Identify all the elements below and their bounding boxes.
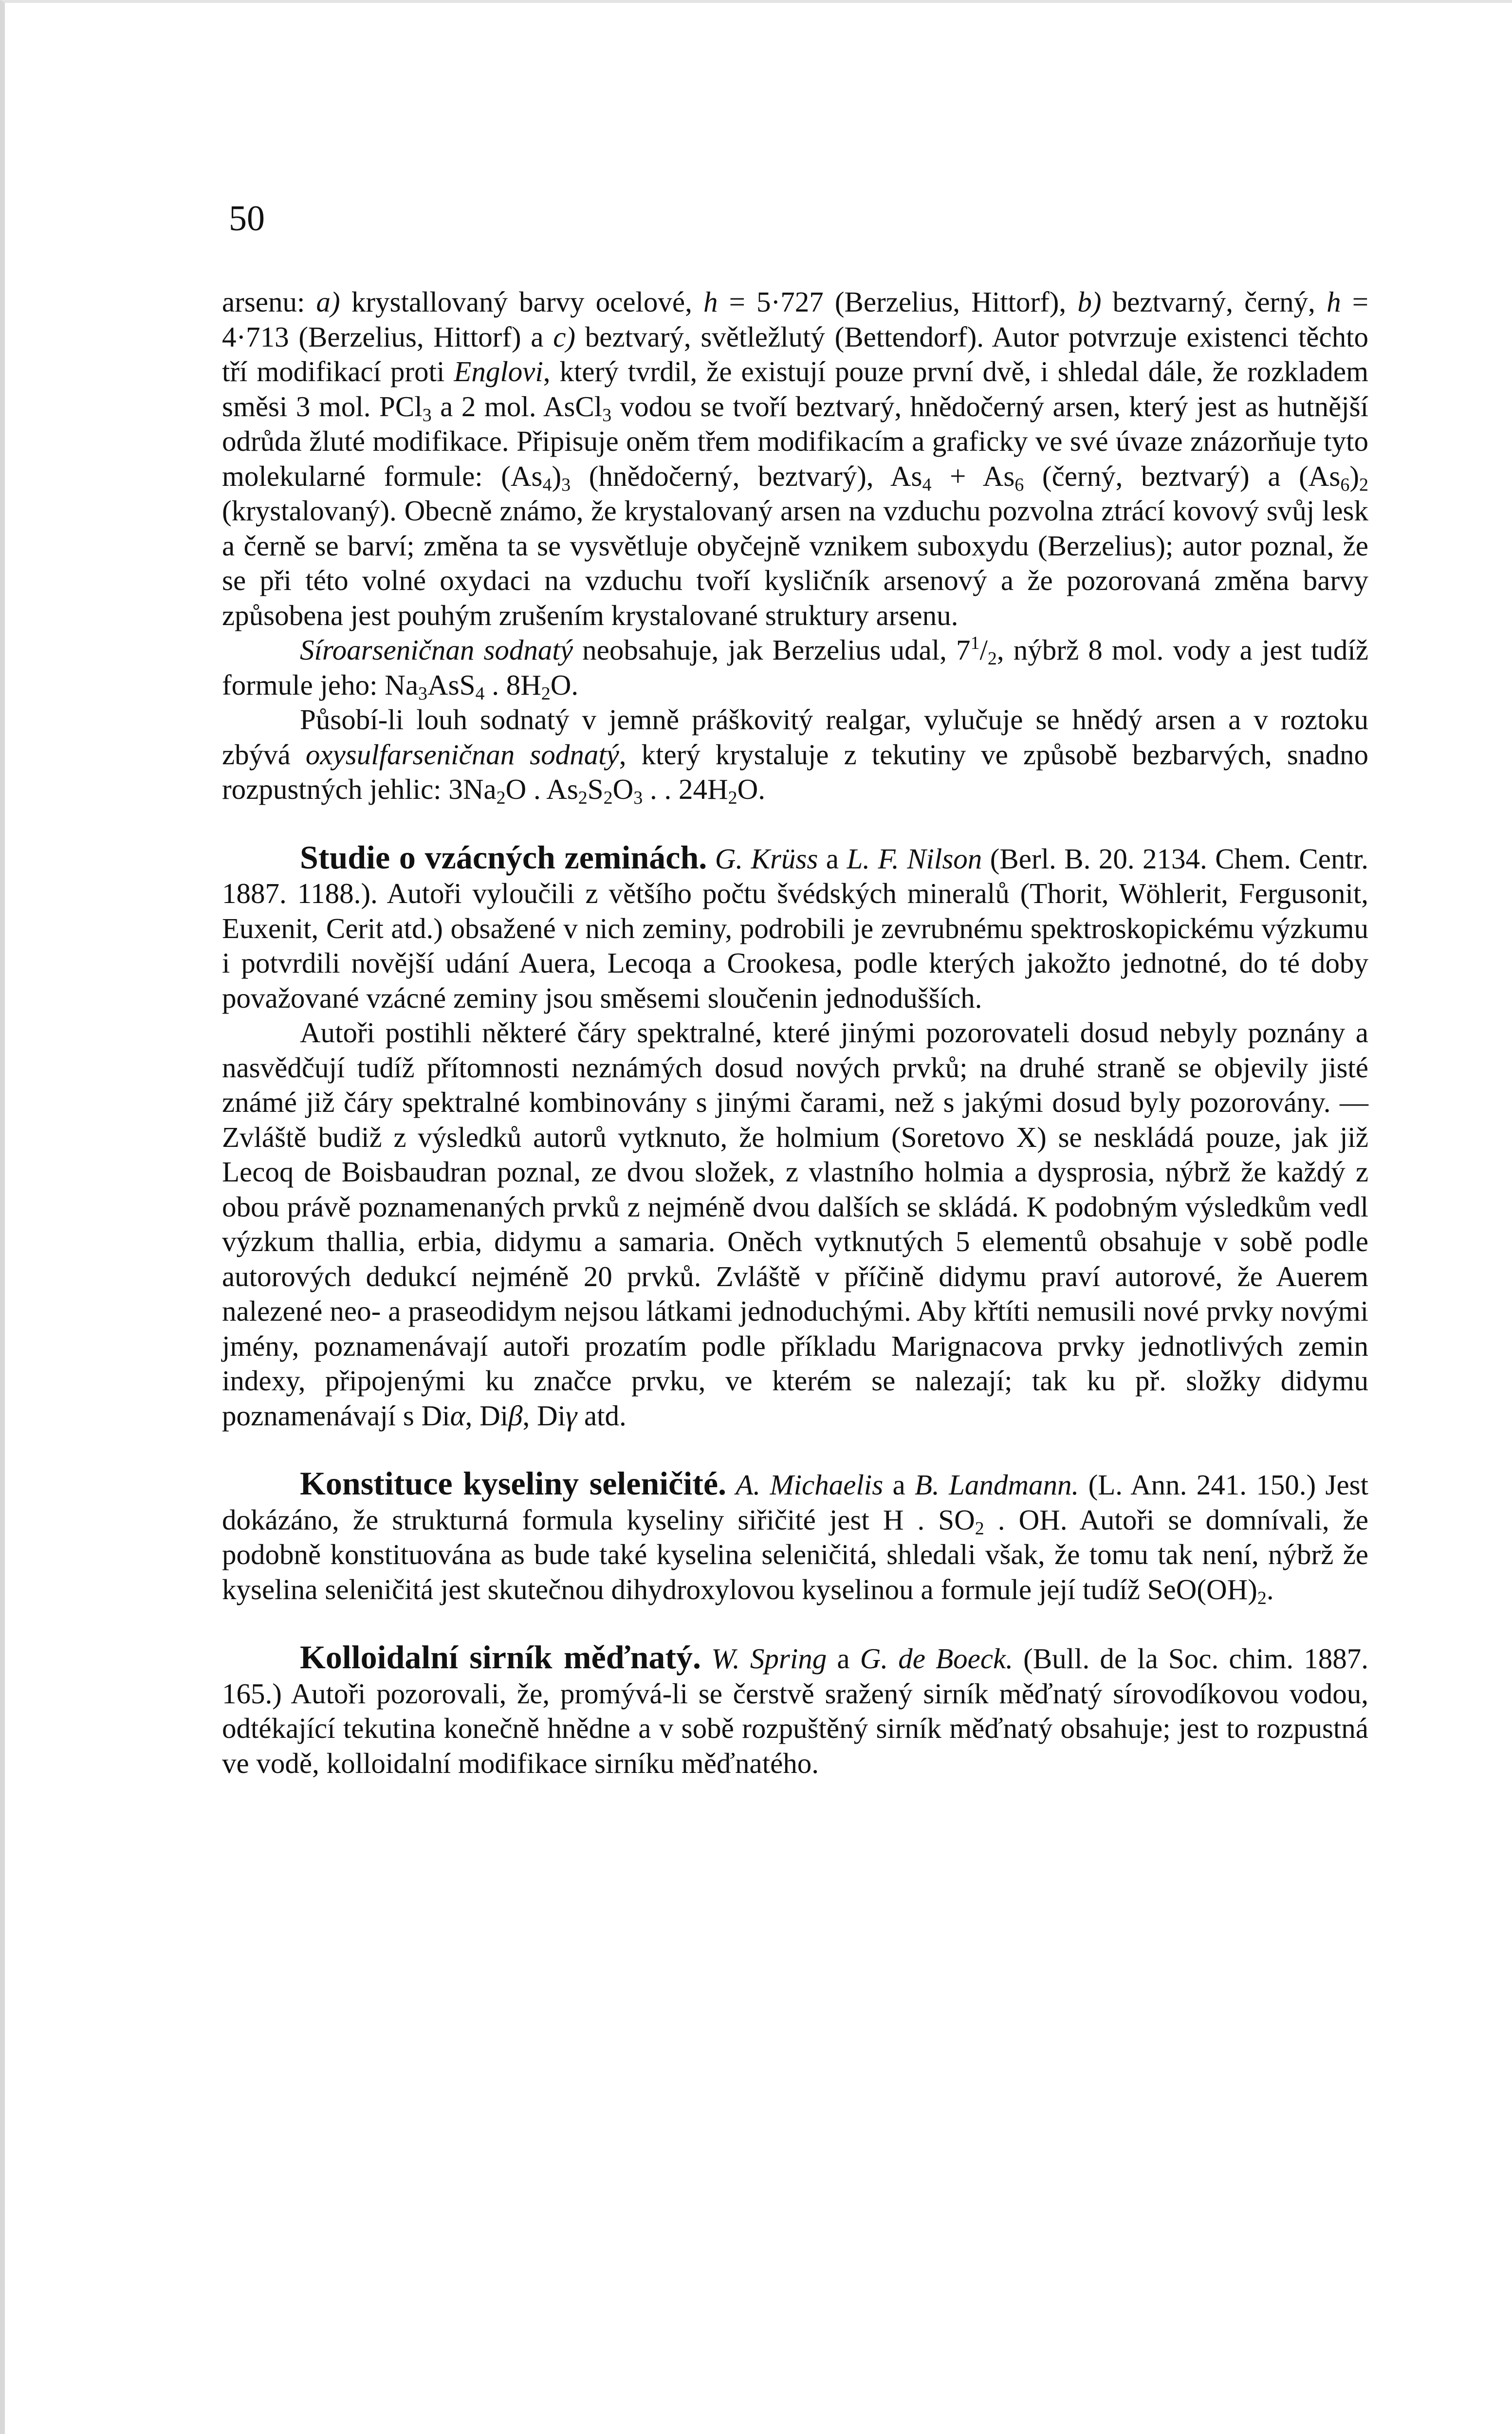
paragraph-thioarsenate: Síroarseničnan sodnatý neobsahuje, jak Berzelius udal, $7^1/_2$, nýbrž 8 mol. vody a jest tudíž formule jeho: $Na_3AsS_4$ . $8H_2O$. — [222, 633, 1368, 704]
section-rare-earths: Studie o vzácných zeminách. G. Krüss a L. F. Nilson (Berl. B. 20. 2134. Chem. Centr. 1887. 1188.). Autoři vyloučili z většího počtu švédských mineralů (Thorit, Wöhlerit, Fergusonit, Euxenit, Cerit atd.) obsažené v nich zeminy, podrobili je zevrubnému spektroskopickému výzkumu i potvrdili novější udání Auera, Lecoqa a Crookesa, podle kterých jakožto jednotné, do té doby považované vzácné zeminy jsou směsemi sloučenin jednodušších. — [222, 838, 1369, 1014]
section-heading: Konstituce kyseliny seleničité. — [300, 1465, 727, 1502]
section-selenious-acid: Konstituce kyseliny seleničité. A. Michaelis a B. Landmann. (L. Ann. 241. 150.) Jest dokázáno, že strukturná formula kyseliny siřičité jest H . $SO_2$ . OH. Autoři se domnívali, že podobně konstituována as bude také kyselina seleničitá, shledali však, že tomu tak není, nýbrž že kyselina seleničitá jest skutečnou dihydroxylovou kyselinou a formule její tudíž $SeO(OH)_2$. — [222, 1465, 1369, 1608]
section-heading: Studie o vzácných zeminách. — [300, 838, 707, 876]
page-body — [222, 285, 1368, 1781]
paragraph-arsenic-modifications: arsenu: a) krystallovaný barvy ocelové, h = 5·727 (Berzelius, Hittorf), b) beztvarný, černý, h = 4·713 (Berzelius, Hittorf) a c) beztvarý, světležlutý (Bettendorf). Autor potvrzuje existenci těchto tří modifikací proti Englovi, který tvrdil, že existují pouze první dvě, i shledal dále, že rozkladem směsi 3 mol. PCl$_3$ a 2 mol. AsCl$_3$ vodou se tvoří beztvarý, hnědočerný arsen, který jest as hutnější odrůda žluté modifikace. Připisuje oněm třem modifikacím a graficky ve své úvaze znázorňuje tyto molekularné formule: $(As_4)_3$ (hnědočerný, beztvarý), $As_4 + As_6$ (černý, beztvarý) a $(As_6)_2$ (krystalovaný). Obecně známo, že krystalovaný arsen na vzduchu pozvolna ztrácí kovový svůj lesk a černě se barví; změna ta se vysvětluje obyčejně vznikem suboxydu (Berzelius); autor poznal, že se při této volné oxydaci na vzduchu tvoří kysličník arsenový a že pozorovaná změna barvy způsobena jest pouhým zrušením krystalované struktury arsenu. — [222, 286, 1369, 631]
paragraph-spectral-lines: Autoři postihli některé čáry spektralné, které jinými pozorovateli dosud nebyly poznány a nasvědčují tudíž přítomnosti neznámých dosud nových prvků; na druhé straně se objevily jisté známé již čáry spektralné kombinovány s jinými čarami, než s jakými dosud byly pozorovány. — Zvláště budiž z výsledků autorů vytknuto, že holmium (Soretovo X) se neskládá pouze, jak již Lecoq de Boisbaudran poznal, ze dvou složek, z vlastního holmia a dysprosia, nýbrž že každý z obou právě poznamenaných prvků z nejméně dvou dalších se skládá. K podobným výsledkům vedl výzkum thallia, erbia, didymu a samaria. Oněch vytknutých 5 elementů obsahuje v sobě podle autorových dedukcí nejméně 20 prvků. Zvláště v příčině didymu praví autorové, že Auerem nalezené neo- a praseodidym nejsou látkami jednoduchými. Aby křtíti nemusili nové prvky novými jmény, poznamenávají autoři prozatím podle příkladu Marignacova prvky jednotlivých zemin indexy, připojenými ku značce prvku, ve kterém se nalezají; tak ku př. složky didymu poznamenávají s Diα, Diβ, Diγ atd. — [222, 1016, 1368, 1432]
page-number: 50 — [229, 199, 265, 239]
section-colloidal-copper-sulfide: Kolloidalní sirník měďnatý. W. Spring a G. de Boeck. (Bull. de la Soc. chim. 1887. 165.) Autoři pozorovali, že, promývá-li se čerstvě sražený sirník měďnatý sírovodíkovou vodou, odtékající tekutina konečně hnědne a v sobě rozpuštěný sirník měďnatý obsahuje; jest to rozpustná ve vodě, kolloidalní modifikace sirníku měďnatého. — [222, 1639, 1369, 1779]
section-heading: Kolloidalní sirník měďnatý. — [300, 1639, 701, 1676]
paragraph-realgar: Působí-li louh sodnatý v jemně práškovitý realgar, vylučuje se hnědý arsen a v roztoku zbývá oxysulfarseničnan sodnatý, který krystaluje z tekutiny ve způsobě bezbarvých, snadno rozpustných jehlic: $3Na_2O$ . $As_2S_2O_3$ . . $24H_2O$. — [222, 703, 1368, 808]
